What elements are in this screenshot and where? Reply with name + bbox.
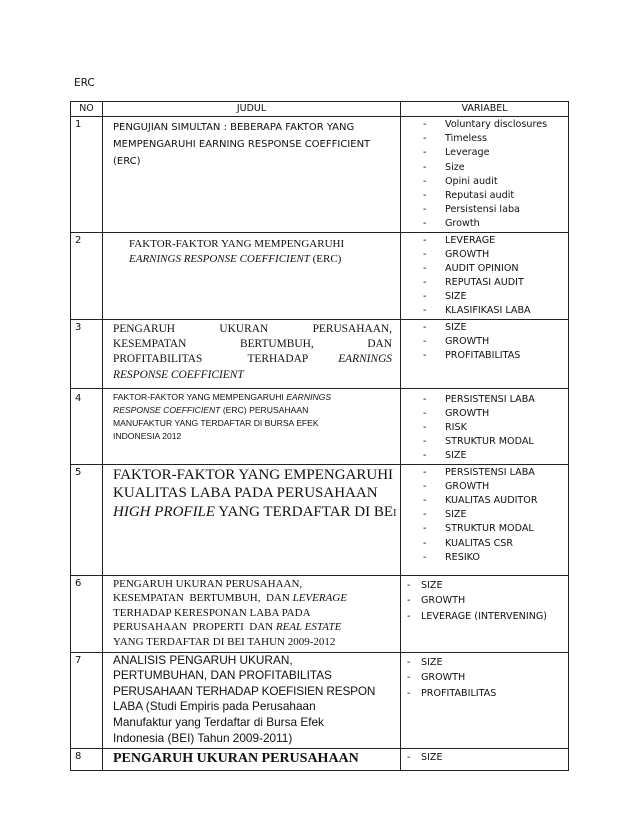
row-number: 2 xyxy=(71,232,103,319)
variable-item: - KUALITAS CSR xyxy=(401,537,568,551)
title-line: INDONESIA 2012 xyxy=(113,430,182,441)
variable-list xyxy=(401,656,568,703)
row-number: 5 xyxy=(71,464,103,575)
title-line xyxy=(113,620,394,635)
title-line xyxy=(113,352,392,367)
title-italic: EARNINGS RESPONSE COEFFICIENT xyxy=(129,252,310,265)
variable-item: - LEVERAGE xyxy=(401,234,568,248)
variable-item: - GROWTH xyxy=(401,407,568,421)
title-line xyxy=(113,391,394,404)
header-variabel: VARIABEL xyxy=(401,102,569,117)
row-number: 1 xyxy=(71,117,103,233)
variable-item: - KUALITAS AUDITOR xyxy=(401,494,568,508)
variable-item: - GROWTH xyxy=(401,594,568,610)
table-row xyxy=(71,652,569,749)
variable-item: - GROWTH xyxy=(401,480,568,494)
row-variables xyxy=(401,464,569,575)
title-italic: EARNINGS xyxy=(286,391,332,402)
title-text: FAKTOR-FAKTOR YANG MEMPENGARUHI xyxy=(113,391,287,402)
title-line xyxy=(113,404,394,417)
variable-item: - Opini audit xyxy=(401,175,568,189)
title-line: FAKTOR-FAKTOR YANG EMPENGARUHI xyxy=(113,466,394,483)
variable-item: - RESIKO xyxy=(401,551,568,565)
title-italic: EARNINGS xyxy=(338,353,392,366)
title-italic: RESPONSE COEFFICIENT xyxy=(113,404,221,415)
row-number: 7 xyxy=(71,652,103,749)
table-row xyxy=(71,575,569,652)
variable-list xyxy=(401,393,568,464)
variable-item: - SIZE xyxy=(401,321,568,335)
row-number: 4 xyxy=(71,388,103,464)
variable-item: - PROFITABILITAS xyxy=(401,349,568,363)
title-text: KESEMPATAN BERTUMBUH, DAN xyxy=(113,592,293,605)
title-line: (ERC) xyxy=(113,156,141,167)
title-text-tail: I xyxy=(393,507,397,519)
title-line: TERHADAP KERESPONAN LABA PADA xyxy=(113,606,311,619)
variable-item: - SIZE xyxy=(401,656,568,672)
row-title xyxy=(103,232,401,319)
table-row xyxy=(71,232,569,319)
variable-item: - STRUKTUR MODAL xyxy=(401,435,568,449)
title-text: YANG TERDAFTAR DI BE xyxy=(215,503,394,520)
variable-item: - AUDIT OPINION xyxy=(401,262,568,276)
row-title xyxy=(103,652,401,749)
variable-item: - SIZE xyxy=(401,449,568,463)
variable-item: - Size xyxy=(401,161,568,175)
variable-item: - Leverage xyxy=(401,146,568,160)
title-line: PENGARUH UKURAN PERUSAHAAN, xyxy=(113,577,303,590)
variable-item: - SIZE xyxy=(401,290,568,304)
title-italic: HIGH PROFILE xyxy=(113,503,216,520)
variable-item: - GROWTH xyxy=(401,335,568,349)
title-line xyxy=(113,503,397,524)
variable-item: - GROWTH xyxy=(401,671,568,687)
title-line xyxy=(113,591,394,606)
variable-item: - Reputasi audit xyxy=(401,189,568,203)
table-row xyxy=(71,464,569,575)
title-line: MANUFAKTUR YANG TERDAFTAR DI BURSA EFEK xyxy=(113,417,319,428)
title-line: FAKTOR-FAKTOR YANG MEMPENGARUHI xyxy=(129,237,345,250)
row-number: 3 xyxy=(71,319,103,388)
row-title xyxy=(103,464,401,575)
header-no: NO xyxy=(71,102,103,117)
table-row xyxy=(71,749,569,771)
title-line: KUALITAS LABA PADA PERUSAHAAN xyxy=(113,485,378,502)
variable-item: - PERSISTENSI LABA xyxy=(401,466,568,480)
row-variables xyxy=(401,117,569,233)
variable-item: - LEVERAGE (INTERVENING) xyxy=(401,610,568,626)
variable-item: - SIZE xyxy=(401,508,568,522)
variable-list xyxy=(401,118,568,232)
title-line: PENGUJIAN SIMULTAN : BEBERAPA FAKTOR YANG xyxy=(113,122,355,133)
variable-list xyxy=(401,321,568,364)
variable-item: - Timeless xyxy=(401,132,568,146)
variable-item: - PROFITABILITAS xyxy=(401,687,568,703)
header-judul: JUDUL xyxy=(103,102,401,117)
variable-item: - REPUTASI AUDIT xyxy=(401,276,568,290)
title-line xyxy=(129,252,394,267)
title-italic: LEVERAGE xyxy=(292,592,347,605)
table-row xyxy=(71,319,569,388)
variable-list xyxy=(401,579,568,626)
row-variables xyxy=(401,652,569,749)
row-variables xyxy=(401,749,569,771)
variable-item: - PERSISTENSI LABA xyxy=(401,393,568,407)
variable-list xyxy=(401,466,568,565)
table-row xyxy=(71,388,569,464)
title-text: PERUSAHAAN PROPERTI DAN xyxy=(113,621,276,634)
row-variables xyxy=(401,319,569,388)
title-line: Indonesia (BEI) Tahun 2009-2011) xyxy=(113,730,293,745)
document-heading: ERC xyxy=(74,77,95,89)
title-line: LABA (Studi Empiris pada Perusahaan xyxy=(113,699,316,714)
row-number: 8 xyxy=(71,749,103,771)
title-line: MEMPENGARUHI EARNING RESPONSE COEFFICIENT xyxy=(113,139,371,150)
row-variables xyxy=(401,575,569,652)
variable-item: - STRUKTUR MODAL xyxy=(401,522,568,536)
variable-item: - SIZE xyxy=(401,751,568,765)
title-line: Manufaktur yang Terdaftar di Bursa Efek xyxy=(113,714,324,729)
row-title xyxy=(103,575,401,652)
variable-item: - Voluntary disclosures xyxy=(401,118,568,132)
variable-item: - GROWTH xyxy=(401,248,568,262)
variable-item: - Persistensi laba xyxy=(401,203,568,217)
title-line: PERUSAHAAN TERHADAP KOEFISIEN RESPON xyxy=(113,683,376,698)
title-line: YANG TERDAFTAR DI BEI TAHUN 2009-2012 xyxy=(113,635,336,648)
title-line: KESEMPATAN BERTUMBUH, DAN xyxy=(113,337,392,350)
variable-list xyxy=(401,751,568,765)
row-number: 6 xyxy=(71,575,103,652)
row-title xyxy=(103,319,401,388)
variable-item: - KLASIFIKASI LABA xyxy=(401,304,568,318)
title-line: RESPONSE COEFFICIENT xyxy=(113,368,244,381)
row-title xyxy=(103,388,401,464)
table-header-row xyxy=(71,102,569,117)
row-title: PENGARUH UKURAN PERUSAHAAN xyxy=(103,749,401,771)
table-row xyxy=(71,117,569,233)
title-line: PENGARUH UKURAN PERUSAHAAN, xyxy=(113,322,392,335)
variable-item: - SIZE xyxy=(401,579,568,595)
title-line: PERTUMBUHAN, DAN PROFITABILITAS xyxy=(113,668,332,683)
erc-table xyxy=(70,101,569,771)
title-italic: REAL ESTATE xyxy=(275,621,342,634)
row-variables xyxy=(401,232,569,319)
variable-list xyxy=(401,234,568,319)
variable-item: - Growth xyxy=(401,217,568,231)
row-variables xyxy=(401,388,569,464)
title-text: (ERC) PERUSAHAAN xyxy=(220,404,309,415)
title-text: PROFITABILITAS TERHADAP xyxy=(113,353,309,366)
title-rest: (ERC) xyxy=(309,252,342,265)
row-title xyxy=(103,117,401,233)
variable-item: - RISK xyxy=(401,421,568,435)
title-line: ANALISIS PENGARUH UKURAN, xyxy=(113,652,293,667)
